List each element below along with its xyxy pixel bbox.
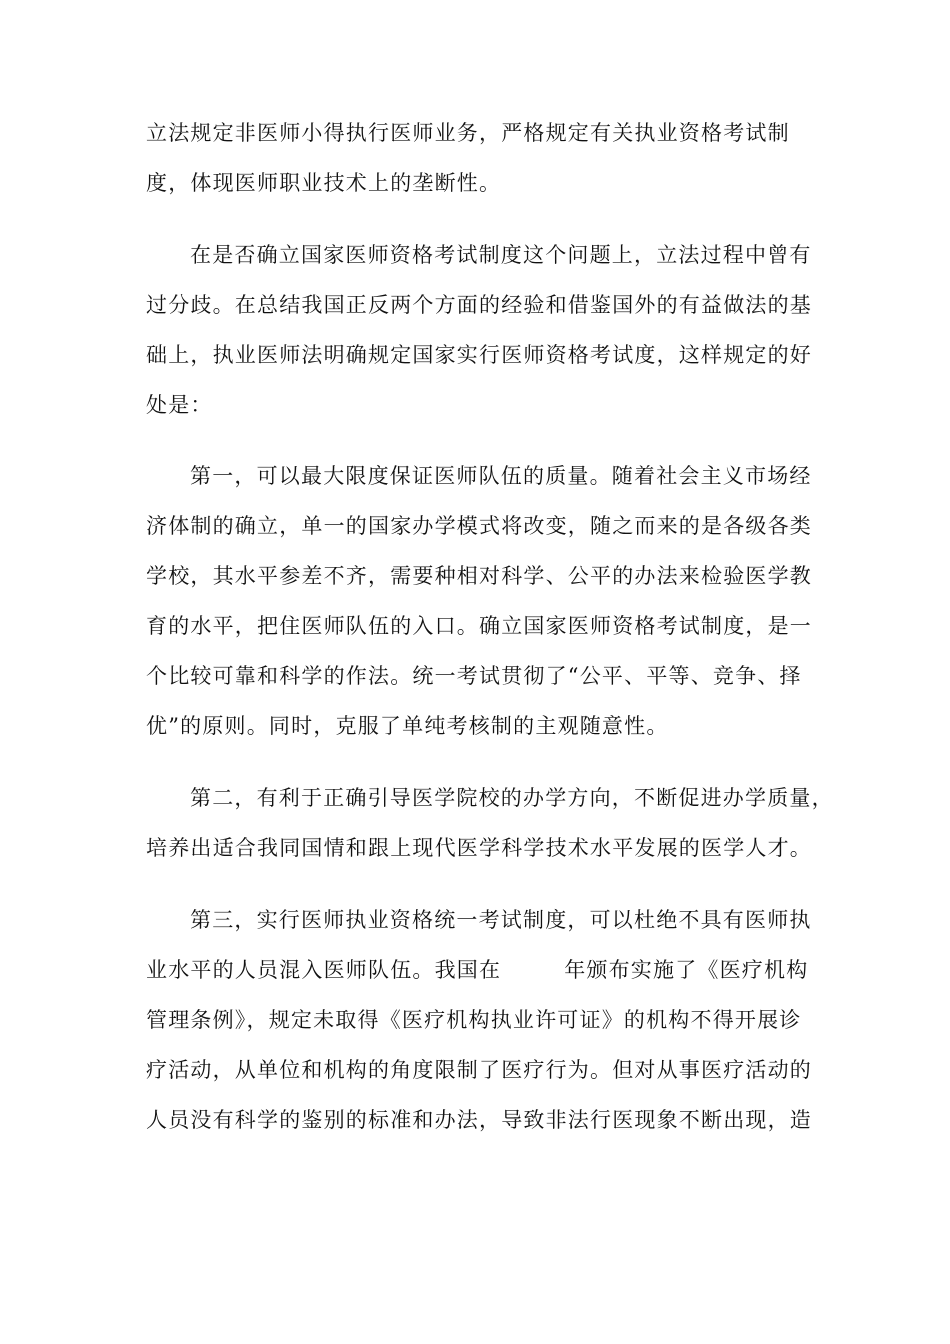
- text-line: 优”的原则。同时，克服了单纯考核制的主观随意性。: [146, 714, 669, 738]
- text-line: 处是：: [146, 393, 213, 417]
- text-line: 培养出适合我同国情和跟上现代医学科学技术水平发展的医学人才。: [146, 836, 812, 860]
- text-line: 疗活动，从单位和机构的角度限制了医疗行为。但对从事医疗活动的: [146, 1058, 812, 1082]
- text-line: 济体制的确立，单一的国家办学模式将改变，随之而来的是各级各类: [146, 514, 812, 538]
- text-line: 第二，有利于正确引导医学院校的办学方向，不断促进办学质量，: [190, 786, 834, 810]
- text-line: 育的水平，把住医师队伍的入口。确立国家医师资格考试制度，是一: [146, 614, 812, 638]
- text-line: 学校，其水平参差不齐，需要种相对科学、公平的办法来检验医学教: [146, 564, 812, 588]
- text-line: 管理条例》，规定未取得《医疗机构执业许可证》的机构不得开展诊: [146, 1008, 802, 1032]
- text-line: 础上，执业医师法明确规定国家实行医师资格考试度，这样规定的好: [146, 343, 812, 367]
- text-line: 人员没有科学的鉴别的标准和办法，导致非法行医现象不断出现，造: [146, 1108, 812, 1132]
- text-line: 在是否确立国家医师资格考试制度这个问题上，立法过程中曾有: [190, 243, 812, 267]
- text-line: 第三，实行医师执业资格统一考试制度，可以杜绝不具有医师执: [190, 908, 812, 932]
- text-line: 度，体现医师职业技术上的垄断性。: [146, 171, 502, 195]
- text-line: 第一，可以最大限度保证医师队伍的质量。随着社会主义市场经: [190, 464, 812, 488]
- text-line: 过分歧。在总结我国正反两个方面的经验和借鉴国外的有益做法的基: [146, 293, 812, 317]
- text-line: 立法规定非医师小得执行医师业务，严格规定有关执业资格考试制: [146, 121, 790, 145]
- text-line: 业水平的人员混入医师队伍。我国在 年颁布实施了《医疗机构: [146, 958, 809, 982]
- text-line: 个比较可靠和科学的作法。统一考试贯彻了“公平、平等、竞争、择: [146, 664, 802, 688]
